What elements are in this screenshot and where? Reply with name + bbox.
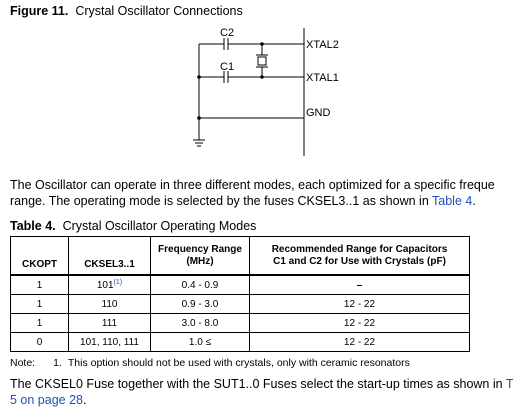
table-5-link-start[interactable]: T: [505, 377, 513, 391]
table-row: [11, 275, 470, 295]
cell-frequency: 1.0 ≤: [151, 333, 250, 352]
cell-frequency: 3.0 - 8.0: [151, 314, 250, 333]
paragraph-1-line-2: [10, 193, 495, 209]
cell-ckopt: 1: [11, 314, 69, 333]
cell-capacitors: –: [250, 275, 470, 295]
cell-cksel: 101, 110, 111: [69, 333, 151, 352]
header-frequency-line1: Frequency Range: [158, 243, 242, 255]
gnd-label: GND: [306, 107, 331, 119]
note-number: 1.: [53, 357, 62, 369]
figure-caption: Crystal Oscillator Connections: [75, 4, 243, 18]
header-frequency-line2: (MHz): [186, 255, 214, 267]
table-5-link[interactable]: 5 on page 28: [10, 393, 83, 407]
paragraph-2-line-1: [10, 376, 513, 392]
header-capacitors: [250, 237, 470, 276]
cell-capacitors: 12 - 22: [250, 333, 470, 352]
header-capacitors-line2: C1 and C2 for Use with Crystals (pF): [273, 255, 446, 267]
paragraph-1-period: .: [472, 194, 476, 208]
cell-cksel-value: 101: [96, 280, 114, 291]
footnote-ref[interactable]: (1): [113, 279, 123, 286]
cell-capacitors: 12 - 22: [250, 295, 470, 314]
table-header-row: [11, 237, 470, 276]
note-text: This option should not be used with crystals, only with ceramic resonators: [67, 357, 410, 369]
cell-cksel: 111: [69, 314, 151, 333]
crystal-body: [258, 57, 266, 65]
cell-frequency: 0.4 - 0.9: [151, 275, 250, 295]
table-number: Table 4.: [10, 219, 56, 233]
table-caption: Crystal Oscillator Operating Modes: [62, 219, 257, 233]
xtal2-label: XTAL2: [306, 39, 339, 51]
paragraph-2-line-2: [10, 392, 513, 408]
paragraph-1: [10, 177, 495, 209]
header-capacitors-line1: Recommended Range for Capacitors: [271, 243, 448, 255]
paragraph-1-text: range. The operating mode is selected by the fuses CKSEL3..1 as shown in: [10, 194, 433, 208]
xtal1-label: XTAL1: [306, 72, 339, 84]
c2-label: C2: [220, 27, 235, 39]
table-note: [10, 357, 410, 369]
c1-label: C1: [220, 61, 235, 73]
header-cksel: CKSEL3..1: [69, 237, 151, 276]
header-frequency: [151, 237, 250, 276]
cell-ckopt: 1: [11, 295, 69, 314]
cell-ckopt: 1: [11, 275, 69, 295]
table-row: [11, 333, 470, 352]
cell-cksel: 110: [69, 295, 151, 314]
cell-frequency: 0.9 - 3.0: [151, 295, 250, 314]
cell-ckopt: 0: [11, 333, 69, 352]
crystal-oscillator-diagram: [0, 0, 499, 180]
table-4-link[interactable]: Table 4: [432, 194, 473, 208]
paragraph-2: [10, 376, 513, 408]
table-title: [10, 219, 256, 233]
table-row: [11, 314, 470, 333]
header-ckopt: CKOPT: [11, 237, 69, 276]
paragraph-2-text: The CKSEL0 Fuse together with the SUT1..0 Fuses select the start-up times as shown in: [10, 377, 506, 391]
paragraph-2-period: .: [83, 393, 87, 407]
note-label: Note:: [10, 357, 36, 369]
figure-number: Figure 11.: [10, 4, 69, 18]
table-row: [11, 295, 470, 314]
oscillator-modes-table: [10, 236, 470, 352]
paragraph-1-line-1: The Oscillator can operate in three different modes, each optimized for a specific freque: [10, 178, 495, 192]
cell-capacitors: 12 - 22: [250, 314, 470, 333]
cell-cksel: [69, 275, 151, 295]
